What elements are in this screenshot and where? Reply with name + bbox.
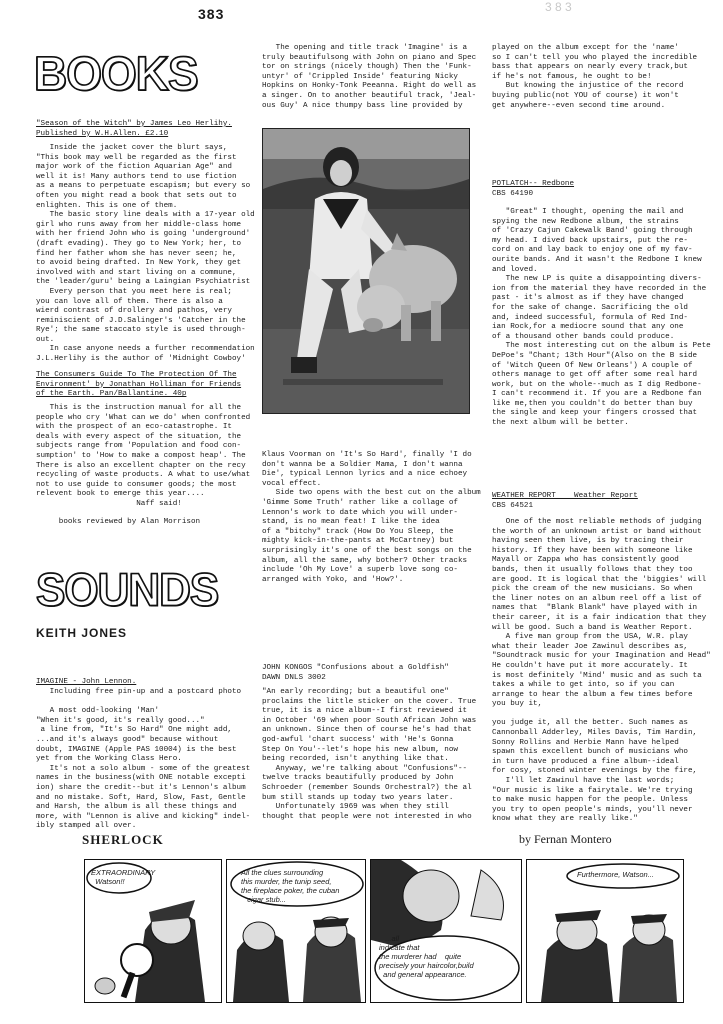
book-review-2-heading: The Consumers Guide To The Protection Of The Environment' by Jonathan Holliman for Friends of the Earth. Pan/Ballantine. 40p bbox=[36, 371, 242, 399]
panel-1-speech: EXTRAORDINARY Watson!! bbox=[91, 868, 156, 886]
imagine-review-continued: The opening and title track 'Imagine' is a truly beautifulsong with John on piano and Spec tor on strings (nicely though) Then the 'Funk- untyr' of 'Crippled Inside' featuring Nicky Hopkins on Honky-Tonk Peeanna. Right do well as a singer. On to another beautiful track, 'Jeal- ous Guy' A nice thumpy bass line provided by bbox=[262, 44, 477, 110]
panel-2-speech: All the clues surrounding this murder, the tunip seed, the fireplace poker, the cuban cigar stub... bbox=[241, 868, 340, 904]
weather-report-review-body: One of the most reliable methods of judging the worth of an unknown artist or band without having seen them live, is by tracing their history. If they have been with someone like Mayall or Zappa who has consistently good bands, then it usually follows that they too are good. It is logical that the 'biggies' will pick the cream of the new musicians. So when the liner notes on an album reel off a list of names that "Blank Blank" have played with in their career, it is a fair indication that they will be good. Such a band is Weather Report. A five man group from the USA, W.R. play what their leader Joe Zawinul describes as, "Soundtrack music for your Imagination and Head" He couldn't have put it more accurately. It is most definitely 'Mind' music and as such ta takes a while to get into, so if you can arrange to hear the album a few times before you buy it, you judge it, all the better. Such names as Cannonball Adderley, Miles Davis, Tim Hardin, Sonny Rollins and Herbie Mann have helped spawn this excellent bunch of musicians who in turn have produced a fine album--ideal for cosy, stoned winter evenings by the fire, I'll let Zawinul have the last words; "Our music is like a fairytale. We're trying to make music happen for the people. Unless you try to open people's minds, you'll never know what they are really like." bbox=[492, 518, 711, 824]
sherlock-comic-strip bbox=[38, 845, 686, 1005]
kongos-review-continued: played on the album except for the 'name' so I can't tell you who played the incredible bass that appears on nearly every track,but if he's not famous, he ought to be! But knowing the injustice of the record buying public(not YOU of course) it won't get anywhere--even second time around. bbox=[492, 44, 698, 110]
comic-panel-2 bbox=[226, 859, 366, 1003]
sounds-byline: KEITH JONES bbox=[36, 626, 128, 640]
comic-panel-3 bbox=[370, 859, 522, 1003]
book-review-2-body: This is the instruction manual for all the people who cry 'What can we do' when confronted with the prospect of an eco-catastrophe. It deals with every aspect of the situation, the subjects range from 'Population and food con- sumption' to 'How to make a compost heap'. The There is also an excellent chapter on the recy recycling of waste products. A what to use/what not to use guide to consumer goods; the most relevent book to emerge this year.... Naff said! bbox=[36, 404, 251, 508]
book-review-1-heading: "Season of the Witch" by James Leo Herlihy. Published by W.H.Allen. £2.10 bbox=[36, 120, 232, 138]
page-number: 383 bbox=[198, 6, 225, 22]
sounds-masthead: SOUNDS bbox=[36, 564, 219, 617]
comic-panel-1 bbox=[84, 859, 222, 1003]
weather-report-catalog-number: CBS 64521 bbox=[492, 502, 534, 510]
redbone-review-body: "Great" I thought, opening the mail and spying the new Redbone album, the strains of 'Crazy Cajun Cakewalk Band' going through my head. I dived back upstairs, put the re- cord on and lay back to enjoy one of my fav- ourite bands. And it wasn't the Redbone I knew and loved. The new LP is quite a disappointing divers- ion from the material they have recorded in the past - it's almost as if they have changed for the sake of change. Sacrificing the old and, indeed successful, formula of Red Ind- ian Rock,for a mediocre sound that any one of a thousand other bands could produce. The most interesting cut on the album is Pete DePoe's "Chant; 13th Hour"(Also on the B side of 'Witch Queen Of New Orleans') A couple of others manage to get off after some real hard work, but on the whole--much as I dig Redbone- I can't recommend it. If you are a Redbone fan like me,then you couldn't do better than buy the single and keep your fingers crossed that the next album will be better. bbox=[492, 208, 711, 428]
kongos-heading: JOHN KONGOS "Confusions about a Goldfish" DAWN DNLS 3002 bbox=[262, 664, 449, 682]
book-review-1-body: Inside the jacket cover the blurt says, "This book may well be regarded as the first major work of the fiction Aquarian Age" and well it is! Many authors tend to use fiction as a means to perpetuate escapism; but every so often you might read a book that sets out to enlighten. This is one of them. The basic story line deals with a 17-year old girl who runs away from her middle-class home with her friend John who is going 'underground' (draft evading). They go to New York; her, to find her father whom she has never seen; he, to avoid being drafted. In New York, they get involved with and start living on a commune, the 'leader/guru' being a Laingian Psychiatrist Every person that you meet here is real; you can love all of them. There is also a wierd contrast of drollery and pathos, very reminiscient of J.D.Salinger's 'Catcher in the Rye'; the same staccato style is used through- out. In case anyone needs a further recommendation J.L.Herlihy is the author of 'Midnight Cowboy' bbox=[36, 144, 255, 364]
redbone-heading: POTLATCH-- Redbone bbox=[492, 180, 575, 188]
lennon-with-pig-photo bbox=[262, 128, 470, 414]
kongos-review-body: "An early recording; but a beautiful one" proclaims the little sticker on the cover. True true, it is a nice album--I first reviewed it in October '69 when poor South African John was an unknown. Since then of course he's had that god-awful 'chart success' with 'He's Gonna Step On You'--let's hope his new album, now being recorded, isn't anything like that. Anyway, we're talking about "Confusions"-- twelve tracks beautifully produced by John Schroeder (remember Sounds Orchestral?) the al bum still stands up today two years later. Unfortunately 1969 was when they still thought that people were not interested in who bbox=[262, 688, 477, 821]
comic-panel-4 bbox=[526, 859, 684, 1003]
comic-credit: by Fernan Montero bbox=[519, 832, 612, 846]
redbone-catalog-number: CBS 64190 bbox=[492, 190, 534, 198]
books-reviewer-credit: books reviewed by Alan Morrison bbox=[36, 518, 201, 526]
panel-3-speech: ...all indicate that the murderer had quite precisely your haircolor,build and general appearance. bbox=[379, 934, 474, 979]
comic-title: SHERLOCK bbox=[82, 832, 164, 847]
books-masthead: BOOKS bbox=[34, 45, 198, 101]
panel-4-speech: Furthermore, Watson... bbox=[577, 870, 654, 879]
weather-report-heading: WEATHER REPORT Weather Report bbox=[492, 492, 638, 500]
imagine-review-body: Including free pin-up and a postcard photo A most odd-looking 'Man' "When it's good, it's really good..." a line from, "It's So Hard" One might add, ...and it's always good" because without doubt, IMAGINE (Apple PAS 10004) is the best yet from the Working Class Hero. It's not a solo album - some of the greatest names in the business(with ONE notable excepti ion) share the credit--but it's Lennon's album and no mistake. Soft, Hard, Slow, Fast, Gentle and Harsh, the album is all these things and more, with "Lennon is alive and kicking" indel- ibly stamped all over. bbox=[36, 688, 251, 831]
imagine-heading: IMAGINE - John Lennon. bbox=[36, 678, 137, 686]
imagine-review-side-two: Klaus Voorman on 'It's So Hard', finally 'I do don't wanna be a Soldier Mama, I don't wanna Die', typical Lennon lyrics and a nice echoey vocal effect. Side two opens with the best cut on the album 'Gimme Some Truth' rather like a collage of Lennon's work to date which you will under- stand, is no mean feat! I like the idea of a "bitchy" track (How Do You Sleep, the mighty kick-in-the-pants at McCartney) but surprisingly it's one of the best songs on the album, all the same, why bother? Other tracks include 'Oh My Love' a superb love song co- arranged with Yoko, and 'How?'. bbox=[262, 451, 481, 584]
bleed-through-page-number: 3 8 3 bbox=[545, 0, 572, 14]
